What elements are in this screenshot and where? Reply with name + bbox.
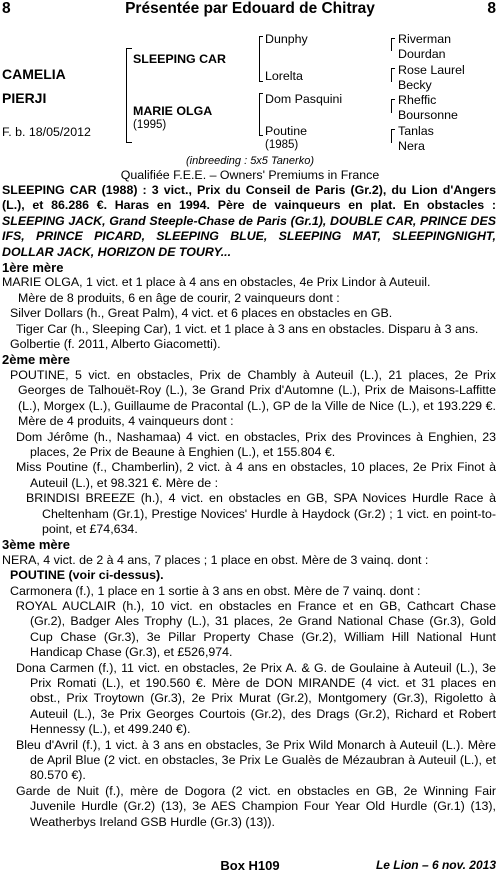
sire-winners: SLEEPING JACK, Grand Steeple-Chase de Paris (Gr.1), DOUBLE CAR, PRINCE DES IFS, PRINCE PICARD, SLEEPING BLUE, SLEEPING MAT, SLEEPINGNIGHT, DOLLAR JACK, HORIZON DE TOURY... bbox=[2, 213, 496, 259]
sale-location-date: Le Lion – 6 nov. 2013 bbox=[375, 858, 496, 872]
pedigree-tick bbox=[126, 142, 132, 143]
ped-sds: Rose Laurel bbox=[398, 63, 465, 77]
produce-dona-carmen: Dona Carmen (f.), 11 vict. en obstacles, 2e Prix A. & G. de Goulaine à Auteuil (L.), 3e Prix Romati (L.), et 190.560 €. Mère de DON MIRANDE (4 vict. et 31 places en obst., Prix Troytown (Gr.3), 2e Prix Murat (Gr.2), Montgomery (Gr.3), Rigoletto à Auteuil (L.), 3e Prix Georges Courtois (Gr.2), des Drags (Gr.2), Richard et Robert Hennessy (L.), et 499.240 €). bbox=[16, 660, 496, 737]
dam-dam-year: (1985) bbox=[265, 139, 299, 151]
pedigree-tick bbox=[259, 36, 263, 37]
first-dam-record: MARIE OLGA, 1 vict. et 1 place à 4 ans en obstacles, 4e Prix Lindor à Auteuil. bbox=[2, 275, 431, 290]
presenter-title: Présentée par Edouard de Chitray bbox=[125, 0, 375, 17]
third-dam-record: NERA, 4 vict. de 2 à 4 ans, 7 places ; 1 place en obst. Mère de 3 vainq. dont : bbox=[2, 552, 429, 567]
produce-silver-dollars: Silver Dollars (h., Great Palm), 4 vict. et 6 places en obstacles en GB. bbox=[10, 306, 393, 321]
pedigree-tick bbox=[126, 48, 132, 49]
pedigree-tick bbox=[391, 99, 395, 100]
ped-ddd: Nera bbox=[398, 139, 425, 153]
produce-brindisi-breeze: BRINDISI BREEZE (h.), 4 vict. en obstacles en GB, SPA Novices Hurdle Race à Cheltenham (Gr.1), Prestige Novices' Hurdle à Haydock (Gr.2) ; 1 vict. en point-to-point, et £74,634. bbox=[26, 491, 496, 536]
pedigree-tick bbox=[259, 135, 263, 136]
produce-royal-auclair: ROYAL AUCLAIR (h.), 10 vict. en obstacles en France et en GB, Cathcart Chase (Gr.2), Badger Ales Trophy (L.), 31 places, 2e Grand National Chase (Gr.3), Gold Cup Chase (Gr.3), 3e Pillar Property Chase (Gr.2), William Hill National Hunt Handicap Chase (Gr.3), et £526,974. bbox=[16, 598, 496, 660]
page-footer bbox=[0, 858, 500, 876]
section-second-dam: 2ème mère bbox=[2, 352, 70, 368]
box-number: Box H109 bbox=[220, 858, 280, 873]
ped-dss: Rheffic bbox=[398, 93, 437, 107]
pedigree-bracket-2b bbox=[259, 93, 260, 136]
produce-golbertie: Golbertie (f. 2011, Alberto Giacometti). bbox=[10, 337, 221, 352]
sire-sire: Dunphy bbox=[265, 32, 308, 46]
dam-dam: Poutine bbox=[265, 124, 308, 138]
produce-dom-jerome: Dom Jérôme (h., Nashamaa) 4 vict. en obstacles, Prix des Provinces à Enghien, 23 places, 2e Prix de Beaune à Enghien (L.), et 155.804 €. bbox=[16, 429, 496, 459]
pedigree-tick bbox=[391, 38, 395, 39]
pedigree-bracket-3 bbox=[391, 129, 392, 143]
produce-miss-poutine: Miss Poutine (f., Chamberlin), 2 vict. à 4 ans en obstacles, 10 places, 2e Prix Finot à Auteuil (L.), et 98.321 €. Mère de : bbox=[16, 460, 496, 490]
section-third-dam: 3ème mère bbox=[2, 537, 70, 553]
produce-poutine-ref: POUTINE (voir ci-dessus). bbox=[10, 568, 164, 583]
pedigree-tick bbox=[391, 129, 395, 130]
ped-dsd: Boursonne bbox=[398, 108, 458, 122]
produce-carmonera: Carmonera (f.), 1 place en 1 sortie à 3 ans en obst. Mère de 7 vainq. dont : bbox=[10, 583, 421, 598]
lot-number-left: 8 bbox=[2, 0, 11, 17]
pedigree-notes bbox=[2, 183, 496, 830]
dam-year: (1995) bbox=[133, 119, 167, 131]
pedigree-tick bbox=[259, 93, 263, 94]
dam-name: MARIE OLGA bbox=[133, 104, 213, 118]
ped-sdd: Becky bbox=[398, 78, 432, 92]
pedigree-tick bbox=[259, 81, 263, 82]
ped-sss: Riverman bbox=[398, 32, 452, 46]
qualification-note: Qualifiée F.E.E. – Owners' Premiums in France bbox=[120, 168, 380, 182]
produce-tiger-car: Tiger Car (h., Sleeping Car), 1 vict. et 1 place à 3 ans en obstacles. Disparu à 3 ans. bbox=[16, 321, 479, 336]
section-first-dam: 1ère mère bbox=[2, 260, 64, 276]
first-dam-produce-summary: Mère de 8 produits, 6 en âge de courir, 2 vainqueurs dont : bbox=[18, 290, 340, 305]
sire-dam: Lorelta bbox=[265, 69, 303, 83]
pedigree-bracket-1 bbox=[126, 48, 127, 143]
lot-number-right: 8 bbox=[487, 0, 496, 17]
dam-sire: Dom Pasquini bbox=[265, 92, 343, 106]
pedigree-bracket-3 bbox=[391, 68, 392, 82]
pedigree-tick bbox=[391, 68, 395, 69]
horse-name-2: PIERJI bbox=[2, 90, 47, 106]
produce-bleu-davril: Bleu d'Avril (f.), 1 vict. à 3 ans en obstacles, 3e Prix Wild Monarch à Auteuil (L.). Mère de April Blue (2 vict. en obstacles, 3e Prix Le Gualès de Mézaubran à Auteuil (L.), et 80.570 €). bbox=[16, 737, 496, 783]
ped-ssd: Dourdan bbox=[398, 47, 446, 61]
sire-name: SLEEPING CAR bbox=[133, 52, 226, 66]
pedigree-bracket-2a bbox=[259, 36, 260, 82]
inbreeding-note: (inbreeding : 5x5 Tanerko) bbox=[185, 155, 314, 167]
ped-dds: Tanlas bbox=[398, 124, 434, 138]
pedigree-bracket-3 bbox=[391, 38, 392, 51]
horse-info: F. b. 18/05/2012 bbox=[2, 125, 91, 139]
sire-record: SLEEPING CAR (1988) : 3 vict., Prix du Conseil de Paris (Gr.2), du Lion d'Angers (L.), et 86.286 €. Haras en 1994. Père de vainqueurs en plat. En obstacles : bbox=[2, 183, 496, 213]
produce-garde-de-nuit: Garde de Nuit (f.), mère de Dogora (2 vict. en obstacles en GB, 2e Winning Fair Juvenile Hurdle (Gr.2) (13), 3e AES Champion Four Year Old Hurdle (Gr.1) (13), Weatherbys Ireland GSB Hurdle (Gr.3) (13)). bbox=[16, 783, 496, 829]
second-dam-record: POUTINE, 5 vict. en obstacles, Prix de Chambly à Auteuil (L.), 21 places, 2e Prix Georges de Talhouët-Roy (L.), 3e Grand Prix d'Automne (L.), Prix de Maisons-Laffitte (L.), Morgex (L.), Guillaume de Pracontal (L.), GP de la Ville de Nice (L.), et 193.229 €. Mère de 4 produits, 4 vainqueurs dont : bbox=[10, 367, 496, 429]
pedigree-bracket-3 bbox=[391, 99, 392, 113]
sire-paragraph bbox=[2, 183, 496, 260]
horse-name-1: CAMELIA bbox=[2, 66, 66, 82]
page-header bbox=[0, 0, 500, 20]
